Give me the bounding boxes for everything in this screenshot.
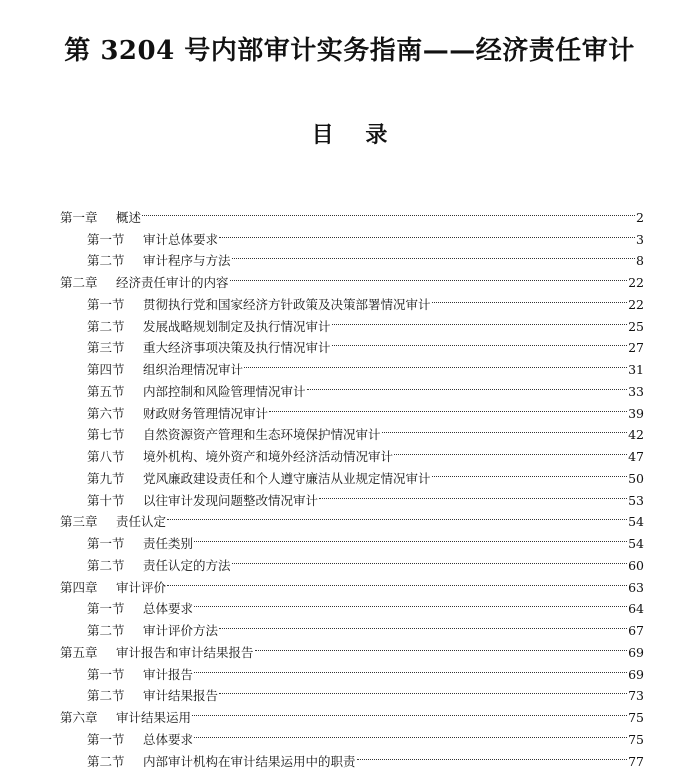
toc-entry-title: 内部审计机构在审计结果运用中的职责 bbox=[143, 753, 356, 769]
toc-dot-leader bbox=[332, 331, 628, 353]
toc-dot-leader bbox=[319, 483, 627, 505]
toc-entry-title: 贯彻执行党和国家经济方针政策及决策部署情况审计 bbox=[143, 296, 431, 312]
toc-entry-title: 总体要求 bbox=[143, 601, 194, 617]
toc-dot-leader bbox=[192, 700, 627, 722]
toc-page-number: 47 bbox=[628, 449, 644, 464]
toc-entry-number: 第二节 bbox=[87, 623, 125, 638]
toc-entry-number: 第五节 bbox=[87, 383, 125, 399]
toc-page-number: 50 bbox=[628, 470, 644, 486]
toc-entry-title: 审计报告和审计结果报告 bbox=[116, 644, 254, 660]
toc-entry-number: 第一节 bbox=[87, 666, 125, 682]
toc-entry-number: 第二节 bbox=[87, 557, 125, 573]
toc-dot-leader bbox=[194, 657, 627, 679]
toc-dot-leader bbox=[194, 592, 627, 614]
toc-entry-title: 审计总体要求 bbox=[143, 231, 219, 247]
toc-entry-title: 内部控制和风险管理情况审计 bbox=[143, 383, 306, 399]
toc-dot-leader bbox=[219, 613, 627, 635]
toc-entry-title: 责任认定 bbox=[116, 514, 167, 530]
toc-page-number: 2 bbox=[636, 209, 644, 225]
toc-dot-leader bbox=[382, 418, 628, 440]
toc-entry-number: 第九节 bbox=[87, 470, 125, 486]
toc-entry-title: 审计报告 bbox=[143, 666, 194, 682]
toc-entry-title: 财政财务管理情况审计 bbox=[143, 405, 269, 421]
toc-entry-number: 第一节 bbox=[87, 296, 125, 312]
toc-page-number: 67 bbox=[628, 623, 644, 638]
toc-entry-title: 重大经济事项决策及执行情况审计 bbox=[143, 340, 331, 356]
toc-page-number: 64 bbox=[628, 601, 644, 617]
toc-page-number: 60 bbox=[628, 557, 644, 573]
toc-entry-title: 组织治理情况审计 bbox=[143, 362, 244, 377]
toc-page-number: 63 bbox=[628, 579, 644, 595]
toc-page-number: 54 bbox=[628, 514, 644, 530]
toc-page-number: 39 bbox=[628, 405, 644, 421]
toc-entry-title: 审计结果运用 bbox=[116, 710, 192, 725]
toc-entry-number: 第二章 bbox=[60, 275, 98, 290]
toc-page-number: 75 bbox=[628, 731, 644, 747]
toc-dot-leader bbox=[332, 309, 628, 331]
toc-dot-leader bbox=[255, 635, 628, 657]
toc-dot-leader bbox=[244, 352, 627, 374]
toc-entry-title: 总体要求 bbox=[143, 731, 194, 747]
toc-dot-leader bbox=[432, 461, 628, 483]
toc-dot-leader bbox=[219, 679, 627, 701]
toc-page-number: 31 bbox=[628, 362, 644, 377]
toc-dot-leader bbox=[194, 526, 627, 548]
toc-entry-title: 审计程序与方法 bbox=[143, 253, 231, 269]
toc-entry-number: 第六节 bbox=[87, 405, 125, 421]
toc-page-number: 25 bbox=[628, 318, 644, 334]
toc-entry-title: 审计评价 bbox=[116, 579, 167, 595]
toc-entry-title: 自然资源资产管理和生态环境保护情况审计 bbox=[143, 427, 381, 443]
toc-chapter-entry[interactable] bbox=[60, 200, 644, 225]
toc-dot-leader bbox=[167, 570, 627, 592]
toc-entry-number: 第六章 bbox=[60, 710, 98, 725]
toc-page-number: 27 bbox=[628, 340, 644, 356]
toc-dot-leader bbox=[219, 222, 635, 244]
toc-dot-leader bbox=[142, 200, 635, 222]
toc-entry-number: 第一节 bbox=[87, 601, 125, 617]
toc-page-number: 3 bbox=[636, 231, 644, 247]
toc-entry-number: 第四节 bbox=[87, 362, 125, 377]
toc-entry-title: 责任类别 bbox=[143, 536, 194, 551]
toc-dot-leader bbox=[194, 722, 627, 744]
toc-entry-number: 第七节 bbox=[87, 427, 125, 443]
toc-entry-number: 第三节 bbox=[87, 340, 125, 356]
toc-page-number: 53 bbox=[628, 492, 644, 508]
toc-entry-number: 第二节 bbox=[87, 318, 125, 334]
toc-entry-title: 经济责任审计的内容 bbox=[116, 275, 229, 290]
toc-dot-leader bbox=[230, 265, 628, 287]
toc-entry-number: 第十节 bbox=[87, 492, 125, 508]
toc-entry-number: 第一节 bbox=[87, 731, 125, 747]
toc-entry-title: 概述 bbox=[116, 209, 142, 225]
toc-entry-title: 审计结果报告 bbox=[143, 688, 219, 704]
toc-entry-number: 第二节 bbox=[87, 688, 125, 704]
toc-dot-leader bbox=[394, 439, 627, 461]
toc-entry-title: 责任认定的方法 bbox=[143, 557, 231, 573]
table-of-contents bbox=[60, 200, 644, 769]
toc-page-number: 77 bbox=[628, 753, 644, 769]
toc-entry-number: 第八节 bbox=[87, 449, 125, 464]
toc-entry-number: 第四章 bbox=[60, 579, 98, 595]
toc-page-number: 54 bbox=[628, 536, 644, 551]
toc-entry-title: 境外机构、境外资产和境外经济活动情况审计 bbox=[143, 449, 394, 464]
toc-entry-number: 第三章 bbox=[60, 514, 98, 530]
toc-dot-leader bbox=[432, 287, 628, 309]
toc-dot-leader bbox=[232, 244, 636, 266]
toc-entry-title: 审计评价方法 bbox=[143, 623, 219, 638]
toc-dot-leader bbox=[307, 374, 628, 396]
toc-page-number: 69 bbox=[628, 666, 644, 682]
toc-heading: 目 录 bbox=[311, 122, 400, 148]
toc-entry-number: 第一章 bbox=[60, 209, 98, 225]
toc-dot-leader bbox=[269, 396, 627, 418]
toc-page-number: 69 bbox=[628, 644, 644, 660]
toc-dot-leader bbox=[357, 744, 628, 766]
toc-entry-number: 第一节 bbox=[87, 231, 125, 247]
toc-page-number: 42 bbox=[628, 427, 644, 443]
toc-page-number: 22 bbox=[628, 275, 644, 290]
toc-entry-title: 党风廉政建设责任和个人遵守廉洁从业规定情况审计 bbox=[143, 470, 431, 486]
document-title: 第 3204 号内部审计实务指南——经济责任审计 bbox=[64, 36, 635, 66]
toc-page-number: 33 bbox=[628, 383, 644, 399]
toc-entry-number: 第二节 bbox=[87, 753, 125, 769]
toc-section-entry[interactable] bbox=[60, 222, 644, 247]
toc-page-number: 75 bbox=[628, 710, 644, 725]
toc-entry-title: 以往审计发现问题整改情况审计 bbox=[143, 492, 319, 508]
toc-page-number: 8 bbox=[636, 253, 644, 269]
toc-entry-number: 第一节 bbox=[87, 536, 125, 551]
toc-entry-number: 第二节 bbox=[87, 253, 125, 269]
toc-page-number: 73 bbox=[628, 688, 644, 704]
toc-page-number: 22 bbox=[628, 296, 644, 312]
toc-entry-title: 发展战略规划制定及执行情况审计 bbox=[143, 318, 331, 334]
toc-entry-number: 第五章 bbox=[60, 644, 98, 660]
toc-dot-leader bbox=[167, 505, 627, 527]
toc-dot-leader bbox=[232, 548, 628, 570]
